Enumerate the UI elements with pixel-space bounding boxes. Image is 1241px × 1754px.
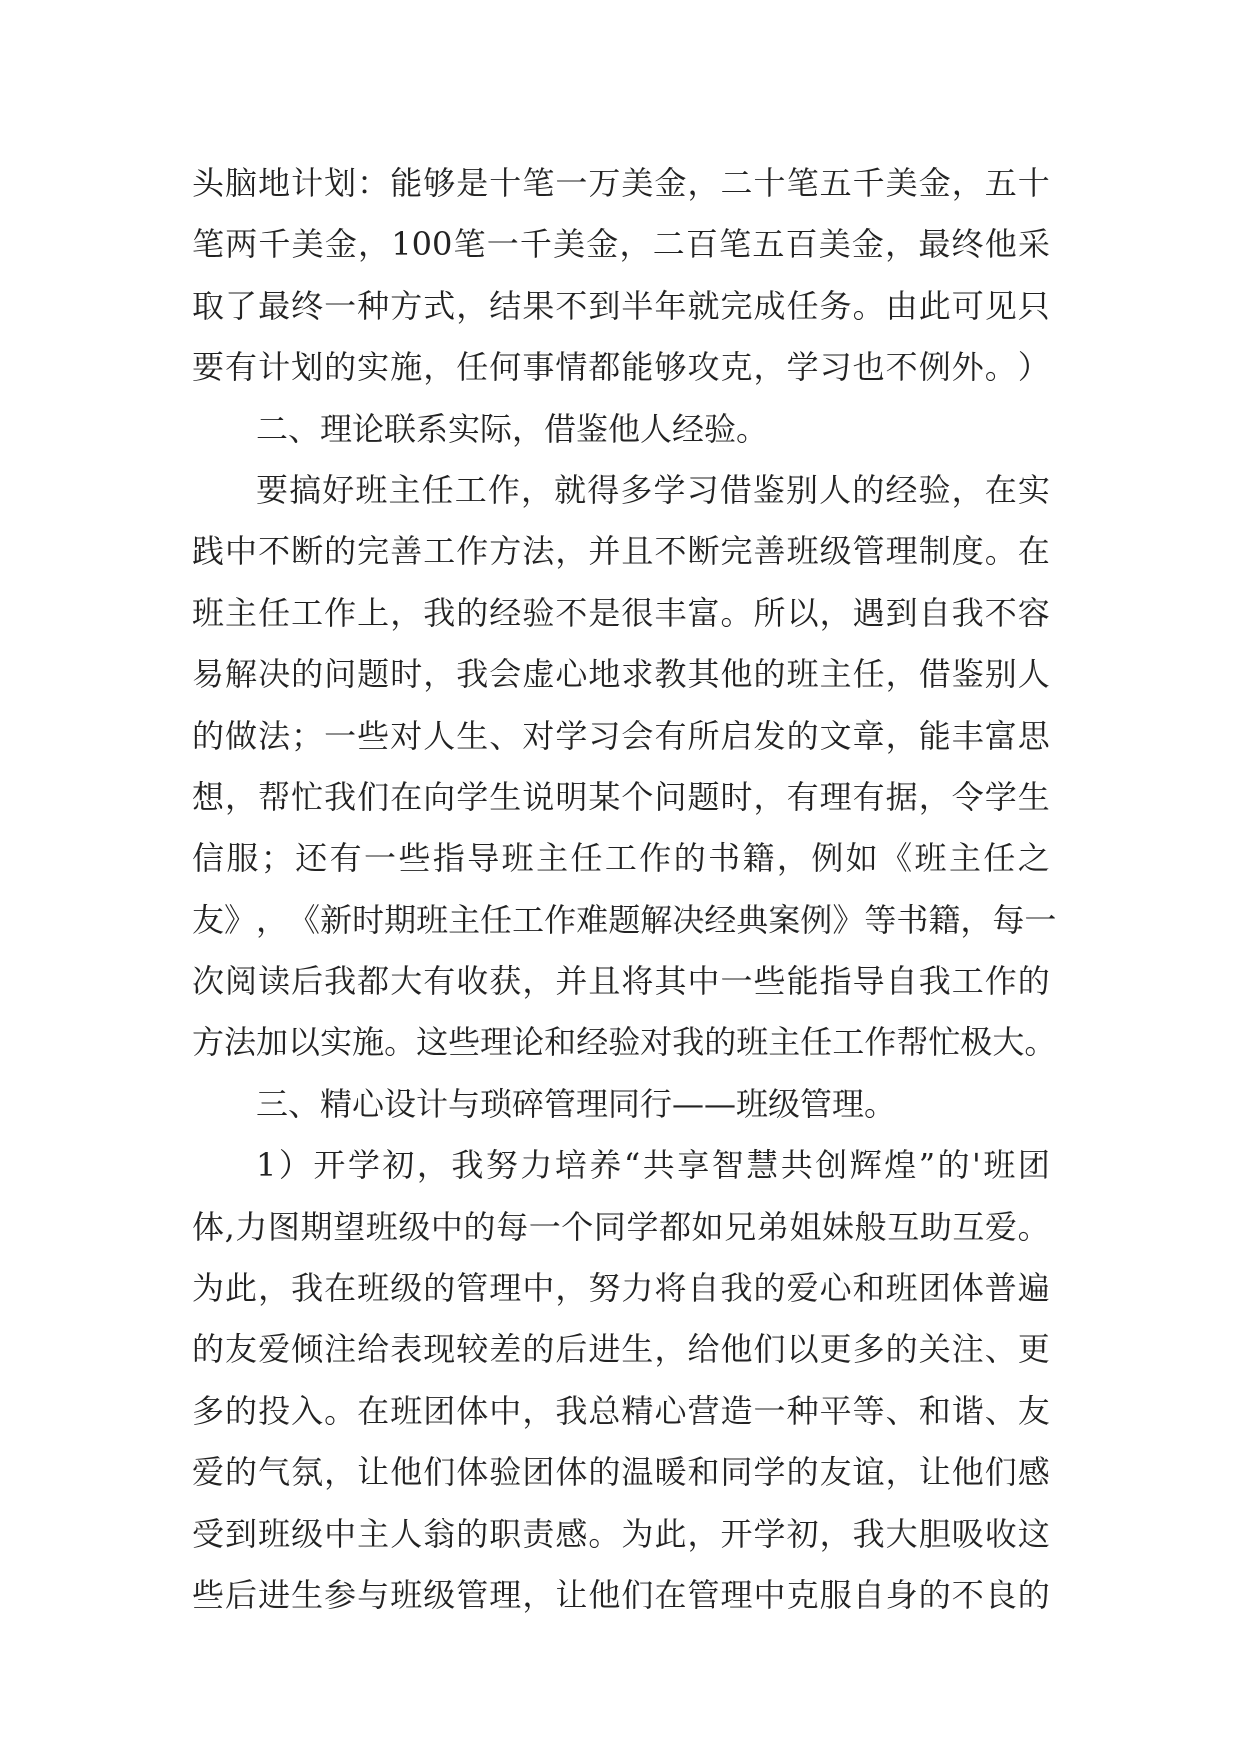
text-line: 爱 的 气 氛 ， 让 他 们 体 验 团 体 的 温 暖 和 同 学 的 友 谊 ， 让 他 们 感 bbox=[192, 1453, 1050, 1492]
text-line: 头 脑 地 计 划 ： 能 够 是 十 笔 一 万 美 金 ， 二 十 笔 五 千 美 金 ， 五 十 bbox=[192, 164, 1050, 202]
text-line: 笔 两 千 美 金 ， 100 笔 一 千 美 金 ， 二 百 笔 五 百 美 金 ， 最 终 他 采 bbox=[192, 225, 1050, 264]
text-line: 友 》 ， 《 新 时 期 班 主 任 工 作 难 题 解 决 经 典 案 例 》 等 书 籍 ， 每 一 bbox=[192, 900, 1057, 939]
text-line: 多 的 投 入 。 在 班 团 体 中 ， 我 总 精 心 营 造 一 种 平 等 、 和 谐 、 友 bbox=[192, 1391, 1050, 1430]
text-line: 为 此 ， 我 在 班 级 的 管 理 中 ， 努 力 将 自 我 的 爱 心 和 班 团 体 普 遍 bbox=[192, 1269, 1050, 1308]
paragraph-first-line: 要 搞 好 班 主 任 工 作 ， 就 得 多 学 习 借 鉴 别 人 的 经 验 ， 在 实 bbox=[256, 470, 1050, 509]
document-body bbox=[192, 163, 1057, 1636]
text-line: 班 主 任 工 作 上 ， 我 的 经 验 不 是 很 丰 富 。 所 以 ， 遇 到 自 我 不 容 bbox=[192, 593, 1050, 632]
text-line: 易 解 决 的 问 题 时 ， 我 会 虚 心 地 求 教 其 他 的 班 主 任 ， 借 鉴 别 人 bbox=[192, 655, 1050, 694]
text-line: 的 做 法 ； 一 些 对 人 生 、 对 学 习 会 有 所 启 发 的 文 章 ， 能 丰 富 思 bbox=[192, 716, 1050, 755]
text-line: 方 法 加 以 实 施 。 这 些 理 论 和 经 验 对 我 的 班 主 任 工 作 帮 忙 极 大 。 bbox=[192, 1023, 1057, 1062]
text-line: 体 , 力 图 期 望 班 级 中 的 每 一 个 同 学 都 如 兄 弟 姐 妹 般 互 助 互 爱 。 bbox=[192, 1207, 1050, 1246]
text-line: 些 后 进 生 参 与 班 级 管 理 ， 让 他 们 在 管 理 中 克 服 自 身 的 不 良 的 bbox=[192, 1575, 1050, 1614]
text-line: 次 阅 读 后 我 都 大 有 收 获 ， 并 且 将 其 中 一 些 能 指 导 自 我 工 作 的 bbox=[192, 962, 1050, 1001]
paragraph-first-line: 三、精心设计与琐碎管理同行——班级管理。 bbox=[256, 1084, 897, 1123]
text-line: 取 了 最 终 一 种 方 式 ， 结 果 不 到 半 年 就 完 成 任 务 。 由 此 可 见 只 bbox=[192, 286, 1050, 325]
text-line: 要 有 计 划 的 实 施 ， 任 何 事 情 都 能 够 攻 克 ， 学 习 也 不 例 外 。 ） bbox=[192, 348, 1050, 387]
text-line: 想 ， 帮 忙 我 们 在 向 学 生 说 明 某 个 问 题 时 ， 有 理 有 据 ， 令 学 生 bbox=[192, 777, 1050, 816]
paragraph-first-line: 二、理论联系实际，借鉴他人经验。 bbox=[256, 409, 769, 448]
text-line: 信 服 ； 还 有 一 些 指 导 班 主 任 工 作 的 书 籍 ， 例 如 《 班 主 任 之 bbox=[192, 839, 1050, 878]
text-line: 践 中 不 断 的 完 善 工 作 方 法 ， 并 且 不 断 完 善 班 级 管 理 制 度 。 在 bbox=[192, 532, 1050, 571]
text-line: 的 友 爱 倾 注 给 表 现 较 差 的 后 进 生 ， 给 他 们 以 更 多 的 关 注 、 更 bbox=[192, 1330, 1050, 1369]
text-line: 受 到 班 级 中 主 人 翁 的 职 责 感 。 为 此 ， 开 学 初 ， 我 大 胆 吸 收 这 bbox=[192, 1514, 1050, 1553]
paragraph-first-line: 1 ） 开 学 初 ， 我 努 力 培 养 “ 共 享 智 慧 共 创 辉 煌 ” 的 ' 班 团 bbox=[256, 1146, 1050, 1185]
